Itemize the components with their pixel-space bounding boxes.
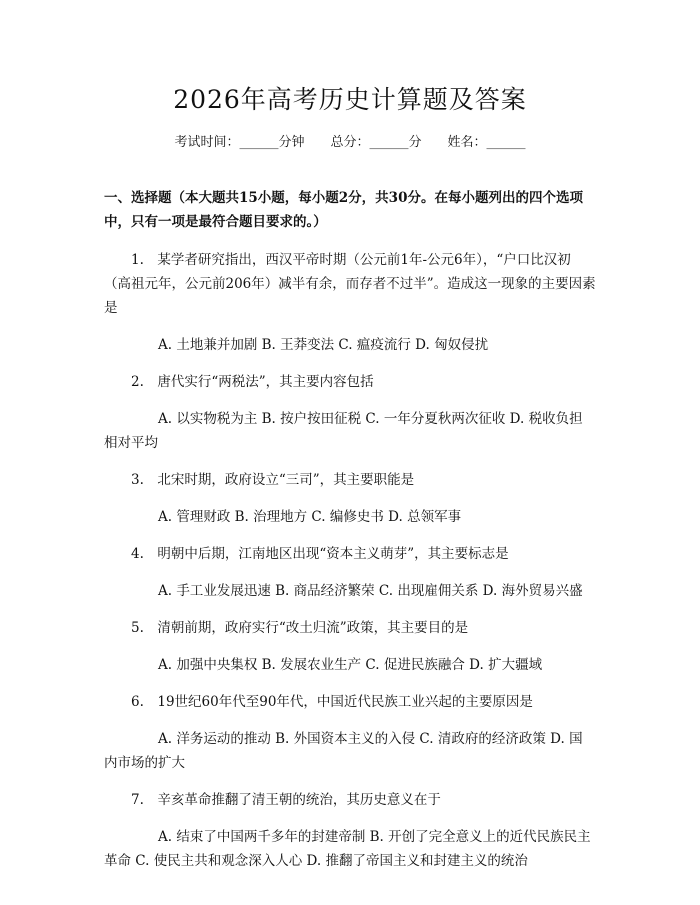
question-1: 1. 某学者研究指出，西汉平帝时期（公元前1年-公元6年），“户口比汉初（高祖元年，公元前206年）减半有余，而存者不过半”。造成这一现象的主要因素是 xyxy=(104,252,596,316)
question-1-options: A. 土地兼并加剧 B. 王莽变法 C. 瘟疫流行 D. 匈奴侵扰 xyxy=(158,337,489,353)
question-4-options: A. 手工业发展迅速 B. 商品经济繁荣 C. 出现雇佣关系 D. 海外贸易兴盛 xyxy=(158,583,583,599)
question-5-options: A. 加强中央集权 B. 发展农业生产 C. 促进民族融合 D. 扩大疆域 xyxy=(158,657,543,673)
total-score: 总分：______分 xyxy=(330,135,422,150)
question-2: 2. 唐代实行“两税法”，其主要内容包括 xyxy=(131,374,374,390)
section-heading: 一、选择题（本大题共15小题，每小题2分，共30分。在每小题列出的四个选项中，只有一项是最符合题目要求的。） xyxy=(104,190,583,230)
page-title: 2026年高考历史计算题及答案 xyxy=(173,85,527,114)
question-6-options: A. 洋务运动的推动 B. 外国资本主义的入侵 C. 清政府的经济政策 D. 国内市场的扩大 xyxy=(104,731,583,771)
question-3: 3. 北宋时期，政府设立“三司”，其主要职能是 xyxy=(131,472,415,488)
question-2-options: A. 以实物税为主 B. 按户按田征税 C. 一年分夏秋两次征收 D. 税收负担相对平均 xyxy=(104,411,583,451)
question-4: 4. 明朝中后期，江南地区出现“资本主义萌芽”，其主要标志是 xyxy=(131,546,509,562)
question-7: 7. 辛亥革命推翻了清王朝的统治，其历史意义在于 xyxy=(131,792,441,808)
question-3-options: A. 管理财政 B. 治理地方 C. 编修史书 D. 总领军事 xyxy=(158,509,462,525)
question-7-options: A. 结束了中国两千多年的封建帝制 B. 开创了完全意义上的近代民族民主革命 C. 使民主共和观念深入人心 D. 推翻了帝国主义和封建主义的统治 xyxy=(104,829,591,869)
exam-time: 考试时间：______分钟 xyxy=(174,135,305,150)
question-6: 6. 19世纪60年代至90年代，中国近代民族工业兴起的主要原因是 xyxy=(131,694,533,710)
exam-body xyxy=(104,186,596,886)
exam-meta xyxy=(0,131,700,150)
student-name: 姓名：______ xyxy=(447,135,526,150)
question-5: 5. 清朝前期，政府实行“改土归流”政策，其主要目的是 xyxy=(131,620,469,636)
